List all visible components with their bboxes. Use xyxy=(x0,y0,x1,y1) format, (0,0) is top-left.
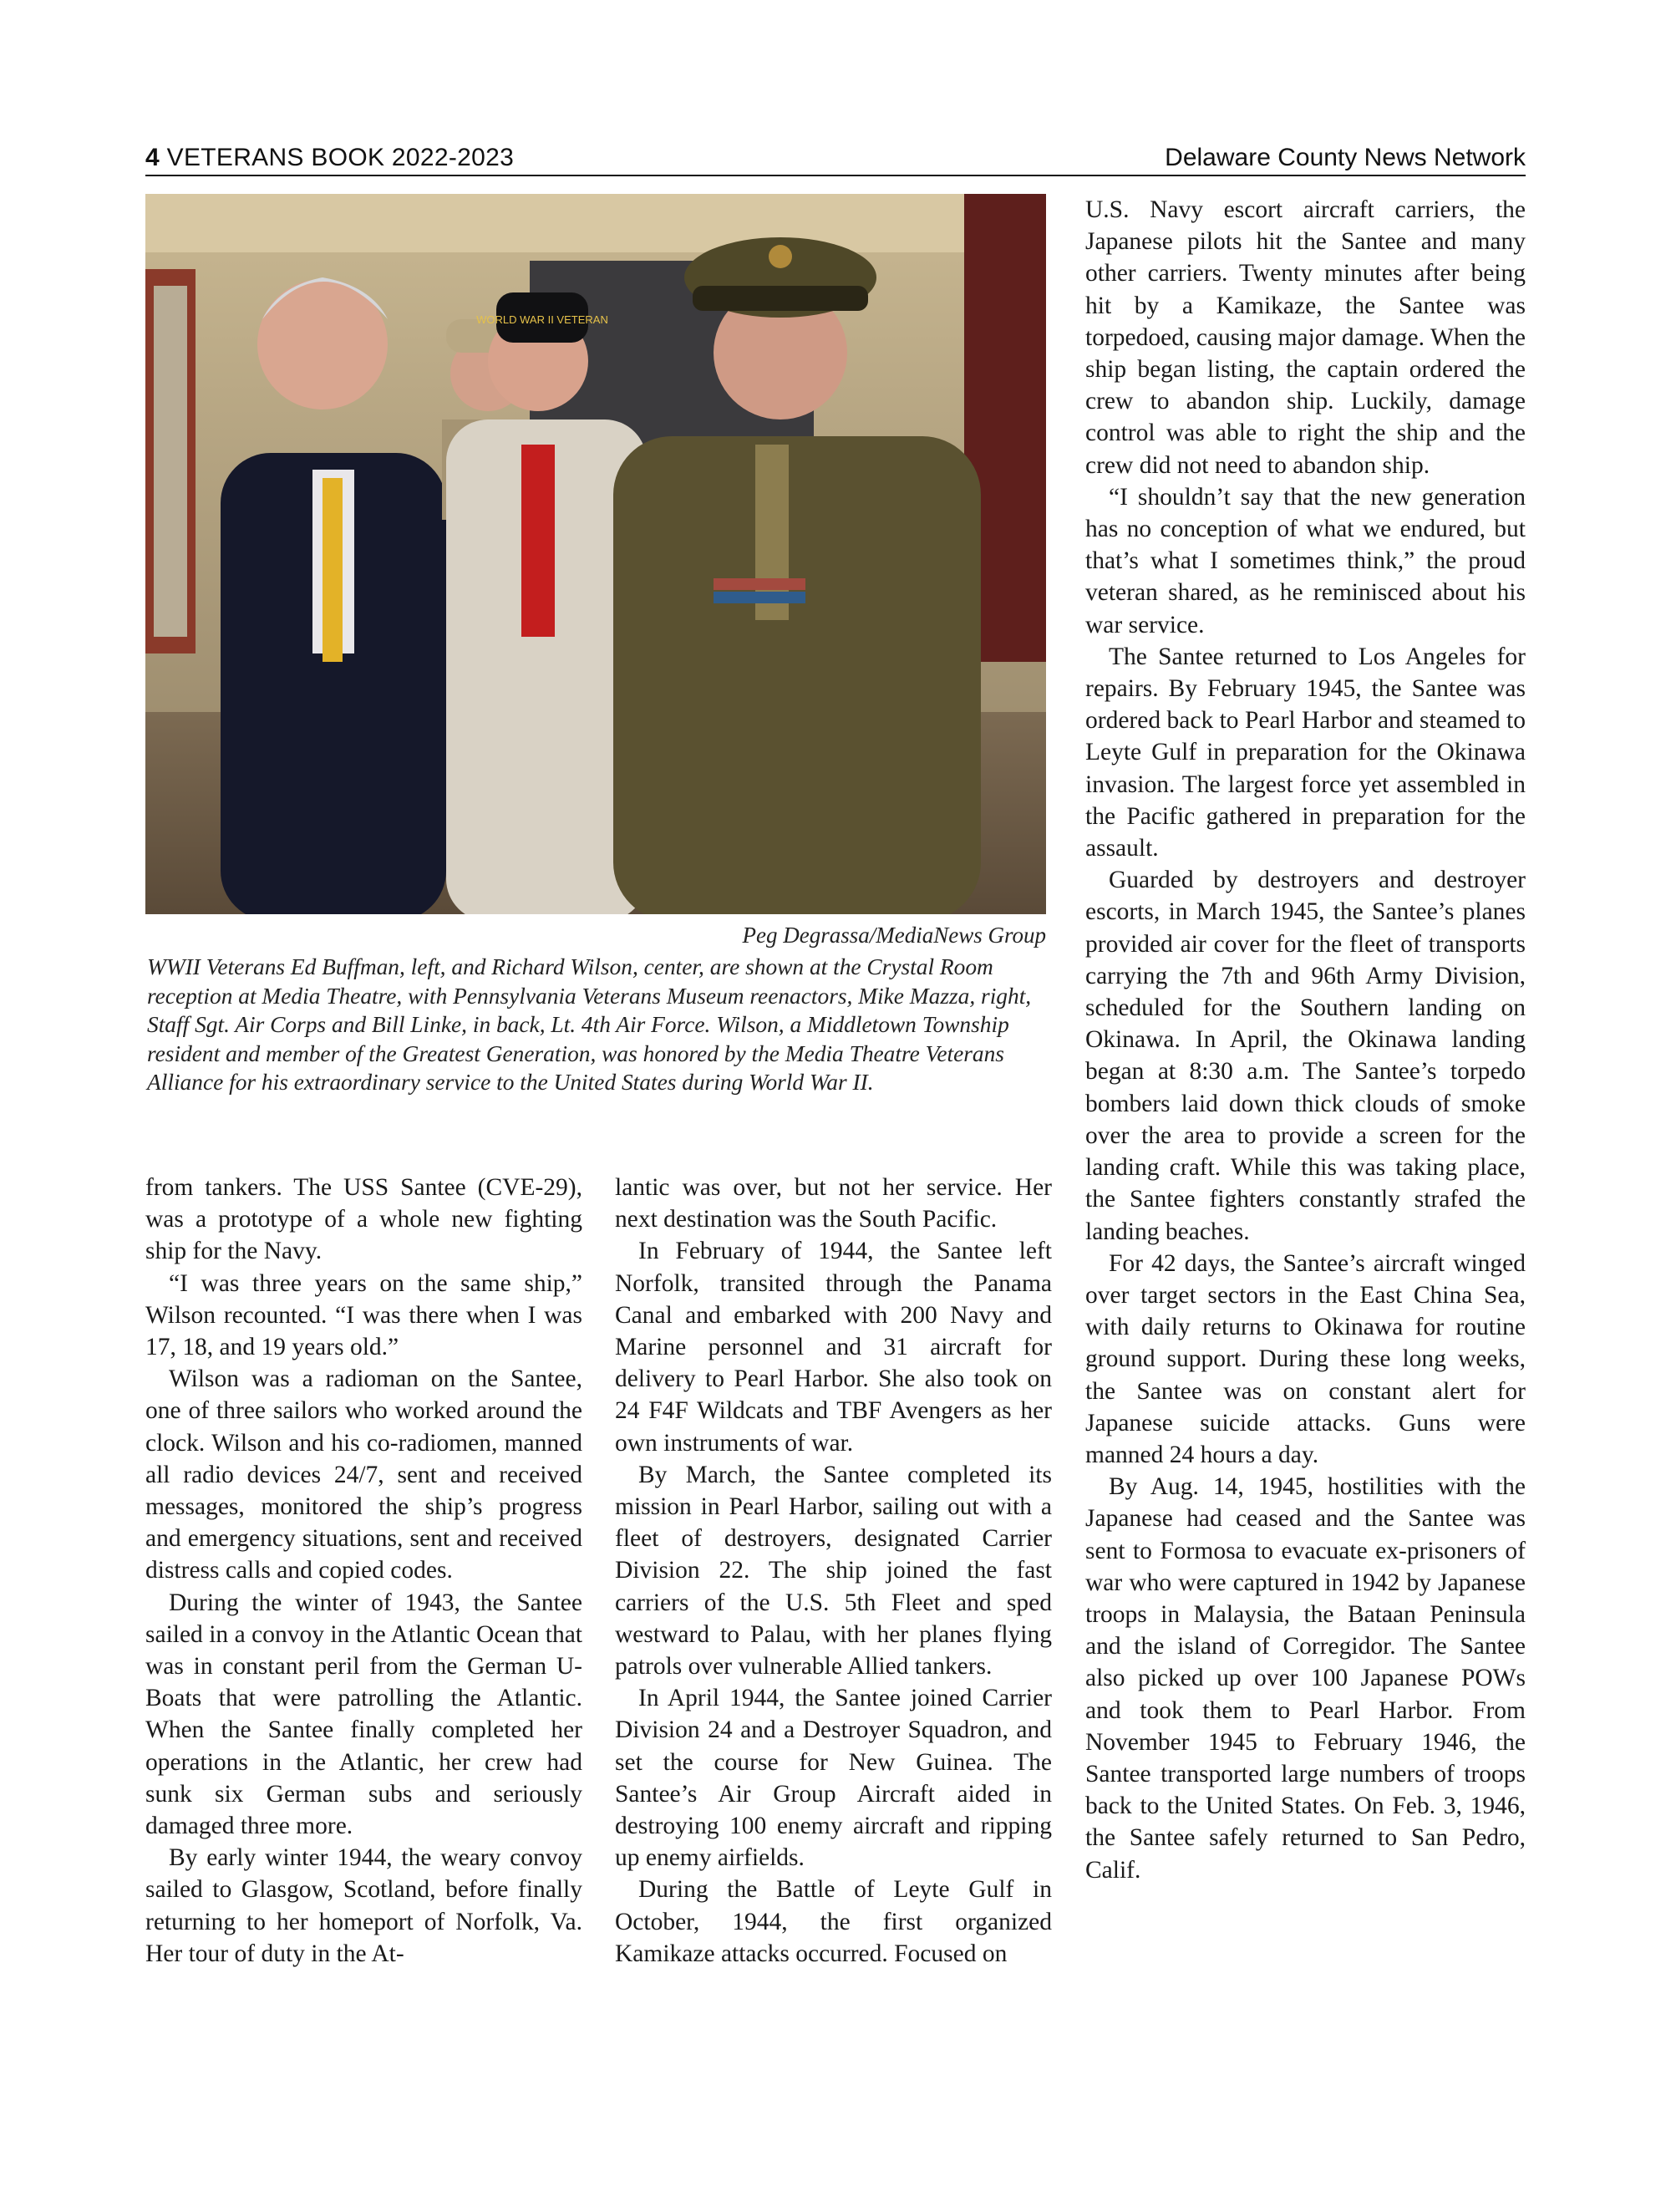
photo-credit: Peg Degrassa/MediaNews Group xyxy=(742,923,1046,948)
paragraph: By Aug. 14, 1945, hostilities with the Japanese had ceased and the Santee was sent to Formosa to evacuate ex-prisoners of war who were captured in 1942 by Japanese troops in Malaysia, the Bataan Peninsula and the island of Corregidor. The Santee also picked up over 100 Japanese POWs and took them to Pearl Harbor. From November 1945 to February 1946, the Santee transported large numbers of troops back to the United States. On Feb. 3, 1946, the Santee safely returned to San Pedro, Calif. xyxy=(1085,1473,1526,1884)
veterans-photo xyxy=(145,194,1046,914)
paragraph: from tankers. The USS Santee (CVE-29), was a prototype of a whole new fighting ship for the Navy. xyxy=(145,1174,582,1265)
paragraph: By early winter 1944, the weary convoy sailed to Glasgow, Scotland, before finally returning to her homeport of Norfolk, Va. Her tour of duty in the At- xyxy=(145,1844,582,1967)
paragraph: During the winter of 1943, the Santee sailed in a convoy in the Atlantic Ocean that was in constant peril from the German U-Boats that were patrolling the Atlantic. When the Santee finally completed her operations in the Atlantic, her crew had sunk six German subs and seriously damaged three more. xyxy=(145,1589,582,1840)
photo-caption: WWII Veterans Ed Buffman, left, and Richard Wilson, center, are shown at the Crystal Room reception at Media Theatre, with Pennsylvania Veterans Museum reenactors, Mike Mazza, right, Staff Sgt. Air Corps and Bill Linke, in back, Lt. 4th Air Force. Wilson, a Middletown Township resident and member of the Greatest Generation, was honored by the Media Theatre Veterans Alliance for his extraordinary service to the United States during World War II. xyxy=(147,954,1032,1095)
paragraph: The Santee returned to Los Angeles for repairs. By February 1945, the Santee was ordered back to Pearl Harbor and steamed to Leyte Gulf in preparation for the Okinawa invasion. The largest force yet assembled in the Pacific gathered in preparation for the assault. xyxy=(1085,643,1526,862)
header-rule xyxy=(145,175,1526,176)
paragraph: Guarded by destroyers and destroyer escorts, in March 1945, the Santee’s planes provided air cover for the fleet of transports carrying the 7th and 96th Army Division, scheduled for the Southern landing on Okinawa. In April, the Okinawa landing began at 8:30 a.m. The Santee’s torpedo bombers laid down thick clouds of smoke over the area to provide a screen for the landing craft. While this was taking place, the Santee fighters constantly strafed the landing beaches. xyxy=(1085,867,1526,1245)
paragraph: lantic was over, but not her service. Her next destination was the South Pacific. xyxy=(615,1174,1052,1233)
paragraph: U.S. Navy escort aircraft carriers, the Japanese pilots hit the Santee and many other carriers. Twenty minutes after being hit by a Kamikaze, the Santee was torpedoed, causing major damage. When the ship began listing, the captain ordered the crew to abandon ship. Luckily, damage control was able to right the ship and the crew did not need to abandon ship. xyxy=(1085,196,1526,479)
article-column-1 xyxy=(145,1172,582,1970)
article-column-3 xyxy=(1085,194,1526,1886)
paragraph: For 42 days, the Santee’s aircraft winged over target sectors in the East China Sea, with daily returns to Okinawa for routine ground support. During these long weeks, the Santee was on constant alert for Japanese suicide attacks. Guns were manned 24 hours a day. xyxy=(1085,1249,1526,1468)
header-network: Delaware County News Network xyxy=(1165,144,1526,171)
paragraph: In April 1944, the Santee joined Carrier Division 24 and a Destroyer Squadron, and set the course for New Guinea. The Santee’s Air Group Aircraft aided in destroying 100 enemy aircraft and ripping up enemy airfields. xyxy=(615,1685,1052,1872)
publication-title: VETERANS BOOK 2022-2023 xyxy=(166,144,515,171)
header-left xyxy=(145,144,514,172)
paragraph: In February of 1944, the Santee left Norfolk, transited through the Panama Canal and embarked with 200 Navy and Marine personnel and 31 aircraft for delivery to Pearl Harbor. She also took on 24 F4F Wildcats and TBF Avengers as her own instruments of war. xyxy=(615,1238,1052,1457)
veteran-cap-text: WORLD WAR II VETERAN xyxy=(476,313,608,326)
paragraph: “I was three years on the same ship,” Wilson recounted. “I was there when I was 17, 18, and 19 years old.” xyxy=(145,1269,582,1361)
page-number: 4 xyxy=(145,144,160,171)
paragraph: By March, the Santee completed its mission in Pearl Harbor, sailing out with a fleet of destroyers, designated Carrier Division 22. The ship joined the fast carriers of the U.S. 5th Fleet and sped westward to Palau, with her planes flying patrols over vulnerable Allied tankers. xyxy=(615,1461,1052,1681)
paragraph: “I shouldn’t say that the new generation has no conception of what we endured, but that’s what I sometimes think,” the proud veteran shared, as he reminisced about his war service. xyxy=(1085,483,1526,638)
page-header xyxy=(145,137,1526,177)
paragraph: During the Battle of Leyte Gulf in October, 1944, the first organized Kamikaze attacks occurred. Focused on xyxy=(615,1876,1052,1967)
article-column-2 xyxy=(615,1172,1052,1970)
paragraph: Wilson was a radioman on the Santee, one of three sailors who worked around the clock. Wilson and his co-radiomen, manned all radio devices 24/7, sent and received messages, monitored the ship’s progress and emergency situations, sent and received distress calls and copied codes. xyxy=(145,1365,582,1584)
